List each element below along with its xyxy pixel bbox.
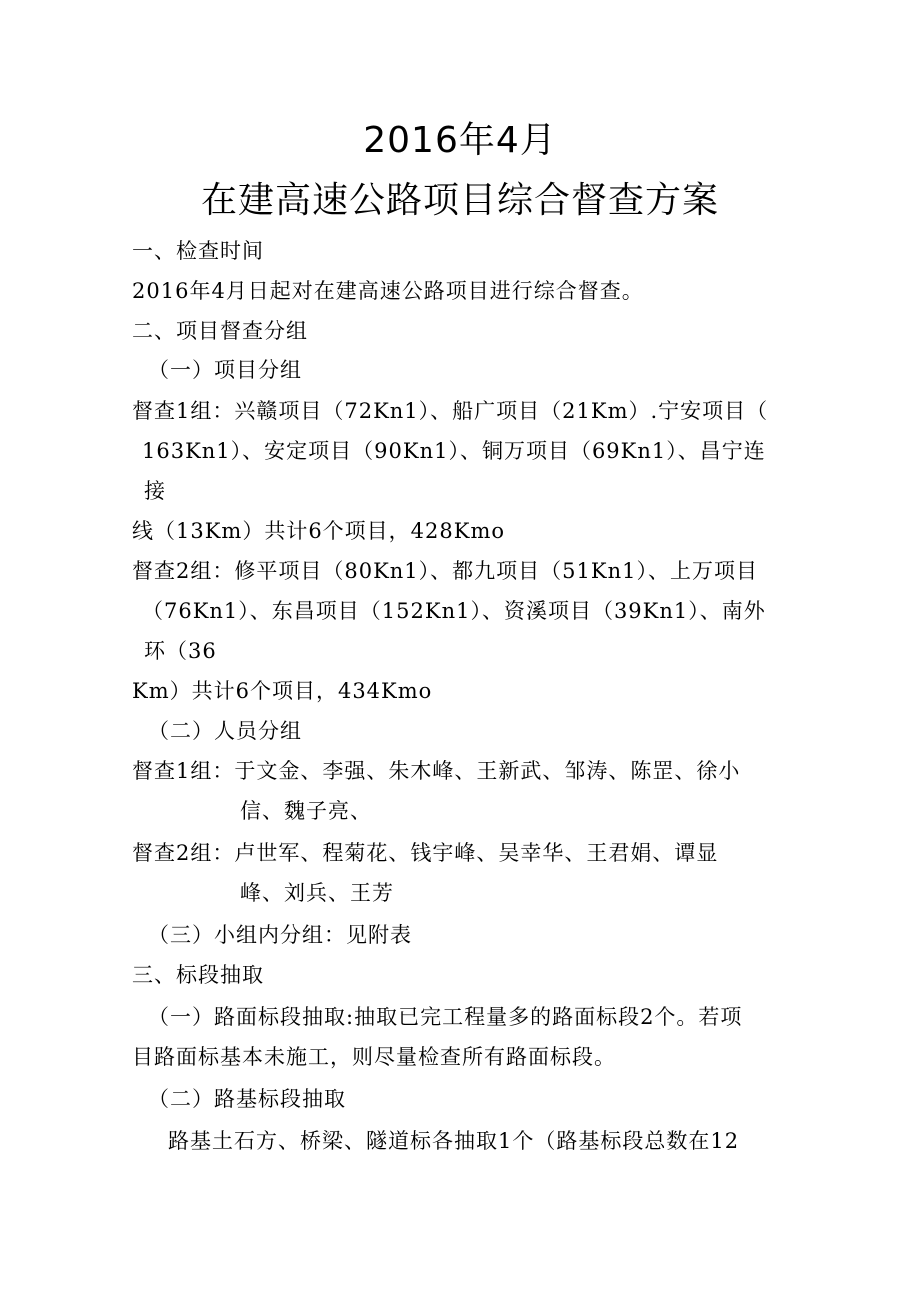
section1-text: 2016年4月日起对在建高速公路项目进行综合督查。 xyxy=(132,279,644,303)
section3-heading: 三、标段抽取 xyxy=(132,963,264,987)
document-title: 在建高速公路项目综合督查方案 xyxy=(200,180,719,221)
group1-projects-line1: 督查1组：兴赣项目（72Kn1）、船广项目（21Km）.宁安项目（ xyxy=(132,399,769,423)
section1-heading: 一、检查时间 xyxy=(132,239,264,263)
subgrade-selection-heading: （二）路基标段抽取 xyxy=(148,1087,346,1111)
group2-projects-line2: （76Kn1）、东昌项目（152Kn1）、资溪项目（39Kn1）、南外 xyxy=(142,599,766,623)
group1-staff-line2: 信、魏子亮、 xyxy=(240,799,372,823)
pavement-selection-line1: （一）路面标段抽取:抽取已完工程量多的路面标段2个。若项 xyxy=(148,1005,743,1029)
subsection-intra-group: （三）小组内分组：见附表 xyxy=(148,923,412,947)
group1-projects-line4: 线（13Km）共计6个项目，428Kmo xyxy=(132,519,506,543)
subgrade-selection-text: 路基土石方、桥梁、隧道标各抽取1个（路基标段总数在12 xyxy=(168,1129,740,1153)
pavement-selection-line2: 目路面标基本未施工，则尽量检查所有路面标段。 xyxy=(132,1045,616,1069)
subsection-staff-groups: （二）人员分组 xyxy=(148,719,302,743)
document-title-date: 2016年4月 xyxy=(363,120,557,161)
section2-heading: 二、项目督查分组 xyxy=(132,319,308,343)
group2-staff-line1: 督查2组：卢世军、程菊花、钱宇峰、吴幸华、王君娟、谭显 xyxy=(132,841,719,865)
group2-staff-line2: 峰、刘兵、王芳 xyxy=(240,881,394,905)
group1-projects-line3: 接 xyxy=(144,479,166,503)
group1-projects-line2: 163Kn1）、安定项目（90Kn1）、铜万项目（69Kn1）、昌宁连 xyxy=(142,439,766,463)
group2-projects-line1: 督查2组：修平项目（80Kn1）、都九项目（51Kn1）、上万项目 xyxy=(132,559,758,583)
group2-projects-line3: 环（36 xyxy=(144,639,217,663)
group1-staff-line1: 督查1组：于文金、李强、朱木峰、王新武、邹涛、陈罡、徐小 xyxy=(132,759,741,783)
group2-projects-line4: Km）共计6个项目，434Kmo xyxy=(132,679,433,703)
subsection-project-groups: （一）项目分组 xyxy=(148,358,302,382)
